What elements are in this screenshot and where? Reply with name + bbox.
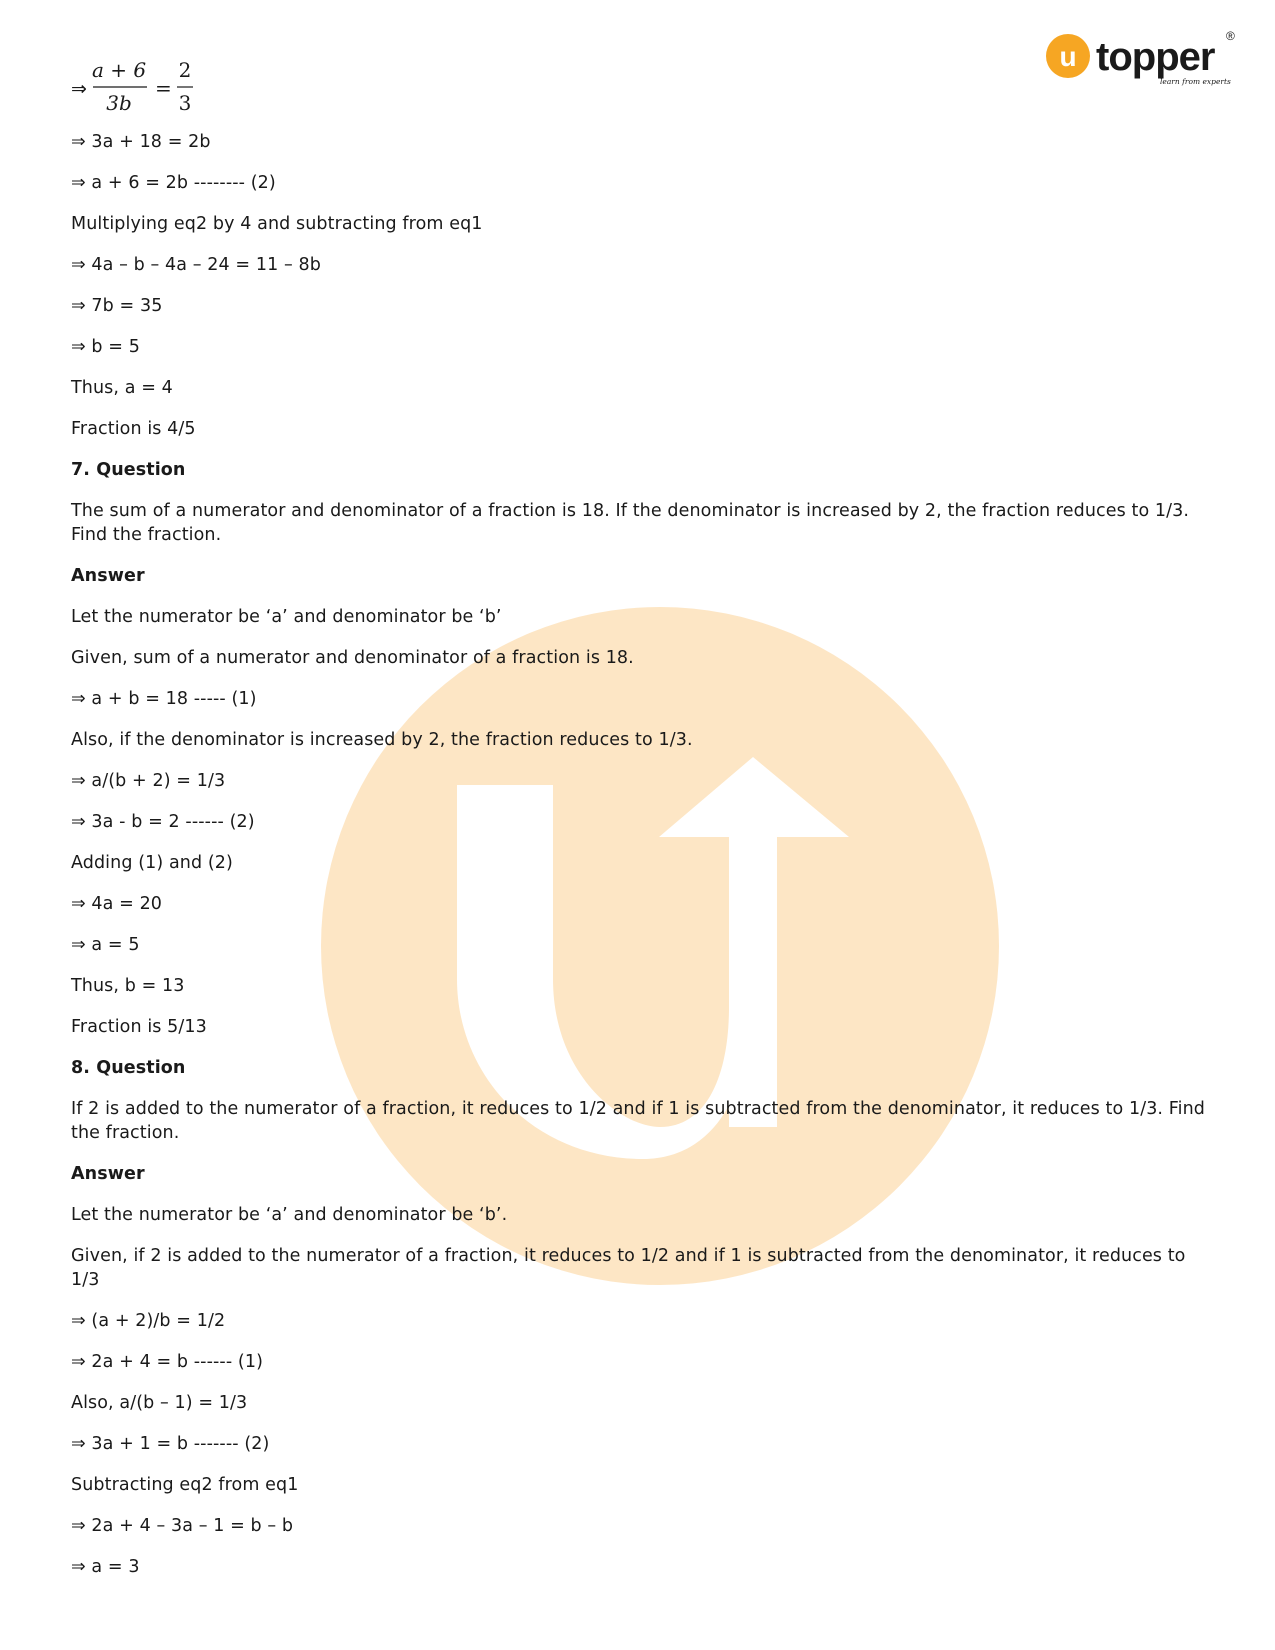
text-line: Thus, b = 13 — [71, 976, 185, 996]
question-heading: 7. Question — [71, 460, 186, 480]
fraction-lhs-denominator: 3b — [106, 91, 132, 115]
text-line: Given, sum of a numerator and denominator of a fraction is 18. — [71, 648, 634, 668]
equals-sign: = — [155, 76, 172, 100]
math-line: ⇒ b = 5 — [71, 337, 140, 357]
question-text: The sum of a numerator and denominator of a fraction is 18. If the denominator is increased by 2, the fraction reduces to 1/3. Find the fraction. — [71, 501, 1190, 545]
math-line: ⇒ 2a + 4 – 3a – 1 = b – b — [71, 1516, 294, 1536]
text-line: Given, if 2 is added to the numerator of a fraction, it reduces to 1/2 and if 1 is subtracted from the denominator, it reduces to 1/3 — [71, 1246, 1186, 1290]
logo-registered: ® — [1226, 29, 1235, 43]
logo-text: topper — [1096, 35, 1215, 79]
math-line: ⇒ a = 3 — [71, 1557, 140, 1577]
math-line: ⇒ a + 6 = 2b -------- (2) — [71, 173, 276, 193]
brand-logo — [1044, 28, 1244, 92]
question-text: If 2 is added to the numerator of a fraction, it reduces to 1/2 and if 1 is subtracted from the denominator, it reduces to 1/3. Find the fraction. — [71, 1099, 1206, 1143]
fraction-equation — [71, 56, 211, 122]
math-line: ⇒ (a + 2)/b = 1/2 — [71, 1311, 226, 1331]
text-line: Let the numerator be ‘a’ and denominator be ‘b’ — [71, 607, 502, 627]
watermark-circle — [321, 607, 999, 1285]
math-line: ⇒ 4a – b – 4a – 24 = 11 – 8b — [71, 255, 321, 275]
logo-tagline: learn from experts — [1160, 77, 1231, 86]
watermark-logo — [321, 607, 999, 1285]
text-line: Thus, a = 4 — [71, 378, 173, 398]
question-heading: 8. Question — [71, 1058, 186, 1078]
math-line: ⇒ 2a + 4 = b ------ (1) — [71, 1352, 264, 1372]
math-line: ⇒ a = 5 — [71, 935, 140, 955]
implies-arrow: ⇒ — [71, 78, 87, 100]
text-line: Also, a/(b – 1) = 1/3 — [71, 1393, 248, 1413]
math-line: ⇒ 3a + 18 = 2b — [71, 132, 211, 152]
text-line: Subtracting eq2 from eq1 — [71, 1475, 299, 1495]
math-line: ⇒ 4a = 20 — [71, 894, 163, 914]
math-line: ⇒ 3a - b = 2 ------ (2) — [71, 812, 255, 832]
logo-letter: u — [1059, 41, 1077, 72]
math-line: ⇒ 3a + 1 = b ------- (2) — [71, 1434, 270, 1454]
answer-heading: Answer — [71, 566, 145, 586]
math-line: ⇒ a + b = 18 ----- (1) — [71, 689, 257, 709]
math-line: ⇒ a/(b + 2) = 1/3 — [71, 771, 226, 791]
text-line: Multiplying eq2 by 4 and subtracting from eq1 — [71, 214, 483, 234]
fraction-lhs-numerator: a + 6 — [91, 58, 147, 82]
text-line: Adding (1) and (2) — [71, 853, 233, 873]
text-line: Let the numerator be ‘a’ and denominator be ‘b’. — [71, 1205, 508, 1225]
fraction-rhs-denominator: 3 — [178, 91, 192, 115]
math-line: ⇒ 7b = 35 — [71, 296, 163, 316]
text-line: Fraction is 5/13 — [71, 1017, 207, 1037]
text-line: Also, if the denominator is increased by 2, the fraction reduces to 1/3. — [71, 730, 693, 750]
fraction-rhs-numerator: 2 — [178, 58, 192, 82]
answer-heading: Answer — [71, 1164, 145, 1184]
text-line: Fraction is 4/5 — [71, 419, 196, 439]
